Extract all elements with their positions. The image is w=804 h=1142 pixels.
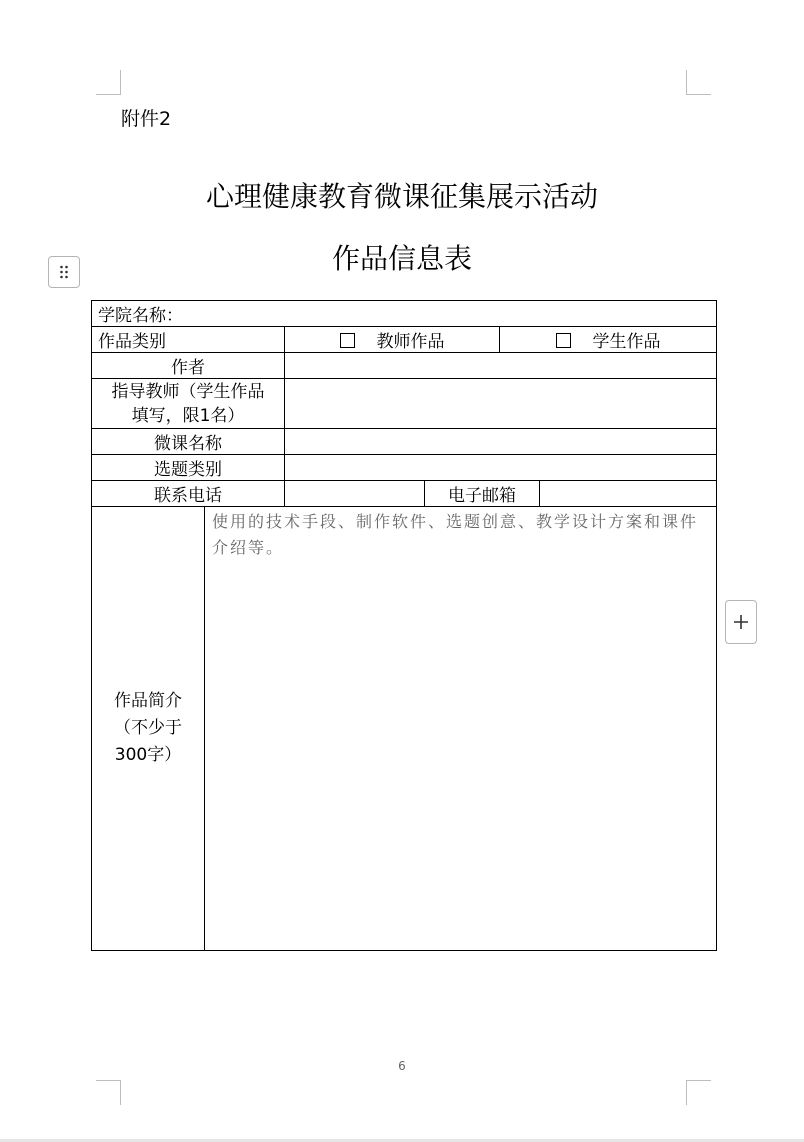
table-row <box>92 353 717 379</box>
email-value-cell[interactable] <box>540 481 717 507</box>
student-checkbox[interactable] <box>556 333 571 348</box>
attachment-label: 附件2 <box>121 108 172 130</box>
advisor-value-cell[interactable] <box>285 379 717 429</box>
description-label-line3: 300字） <box>114 745 182 765</box>
author-label: 作者 <box>92 353 285 379</box>
advisor-label-line1: 指导教师（学生作品 <box>111 381 265 402</box>
crop-mark-bottom-left <box>96 1080 121 1105</box>
table-row <box>92 301 717 327</box>
table-row <box>92 455 717 481</box>
plus-icon <box>733 614 749 630</box>
info-table <box>91 300 717 951</box>
table-move-handle[interactable] <box>48 256 80 288</box>
category-label: 作品类别 <box>92 327 285 353</box>
drag-handle-icon <box>59 265 69 279</box>
category-option-student[interactable] <box>500 327 717 353</box>
table-row <box>92 507 717 951</box>
table-row <box>92 327 717 353</box>
description-label-line1: 作品简介 <box>114 691 182 711</box>
email-label: 电子邮箱 <box>425 481 540 507</box>
advisor-label-line2: 填写，限1名） <box>131 405 245 426</box>
student-option-label: 学生作品 <box>592 332 661 352</box>
document-title: 心理健康教育微课征集展示活动 <box>205 180 598 213</box>
crop-mark-top-left <box>96 70 121 95</box>
phone-label: 联系电话 <box>92 481 285 507</box>
phone-value-cell[interactable] <box>285 481 425 507</box>
college-label: 学院名称： <box>98 306 183 326</box>
add-row-button[interactable] <box>725 600 757 644</box>
table-row <box>92 379 717 429</box>
crop-mark-top-right <box>686 70 711 95</box>
category-option-teacher[interactable] <box>285 327 500 353</box>
table-row <box>92 481 717 507</box>
teacher-checkbox[interactable] <box>340 333 355 348</box>
crop-mark-bottom-right <box>686 1080 711 1105</box>
college-name-cell[interactable] <box>92 301 717 327</box>
document-subtitle: 作品信息表 <box>331 242 472 275</box>
advisor-label <box>92 379 285 429</box>
course-name-value-cell[interactable] <box>285 429 717 455</box>
page-number: 6 <box>398 1059 406 1073</box>
topic-category-value-cell[interactable] <box>285 455 717 481</box>
description-input[interactable]: 使用的技术手段、制作软件、选题创意、教学设计方案和课件介绍等。 <box>205 507 717 951</box>
teacher-option-label: 教师作品 <box>376 332 445 352</box>
topic-category-label: 选题类别 <box>92 455 285 481</box>
author-value-cell[interactable] <box>285 353 717 379</box>
description-label-line2: （不少于 <box>114 718 182 738</box>
table-row <box>92 429 717 455</box>
description-label <box>92 507 205 951</box>
course-name-label: 微课名称 <box>92 429 285 455</box>
